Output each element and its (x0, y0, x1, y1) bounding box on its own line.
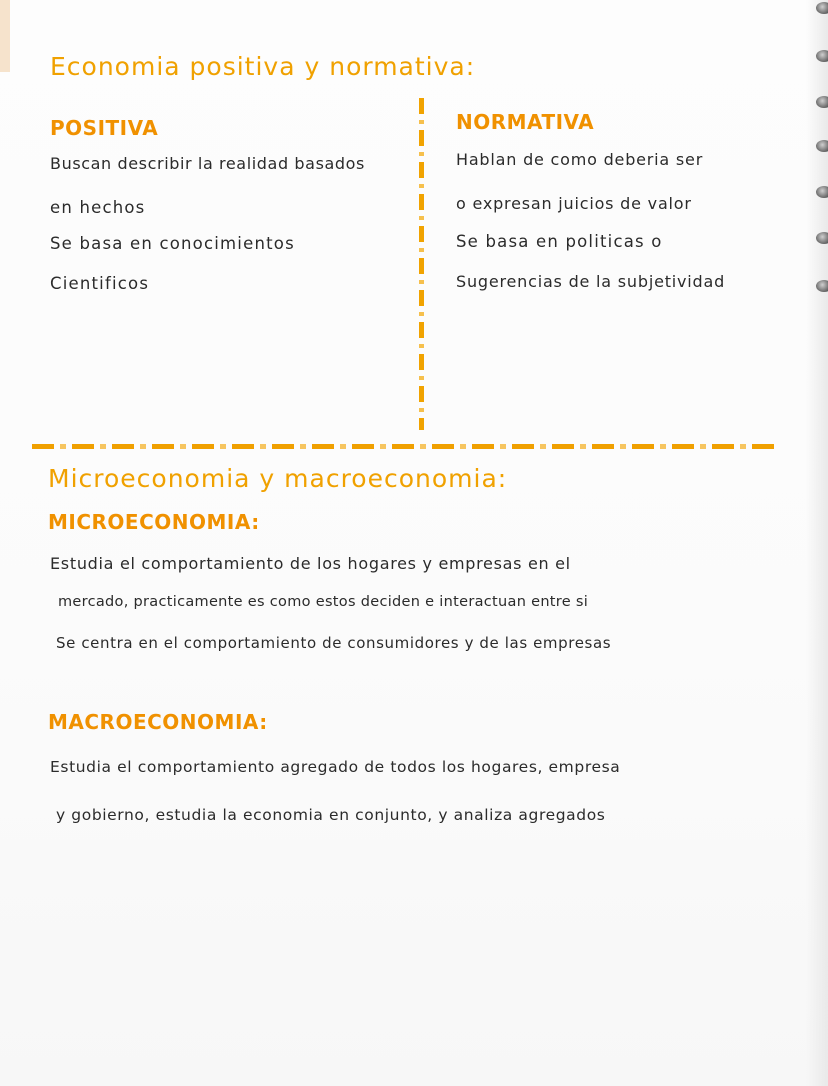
section2-title: Microeconomia y macroeconomia: (48, 464, 508, 493)
normativa-line: o expresan juicios de valor (456, 194, 692, 213)
positiva-line: en hechos (50, 198, 146, 217)
spiral-ring (816, 232, 828, 244)
micro-line: mercado, practicamente es como estos deciden e interactuan entre si (58, 594, 589, 610)
spiral-ring (816, 50, 828, 62)
positiva-line: Cientificos (50, 274, 150, 293)
vertical-divider (419, 98, 424, 430)
macro-heading: MACROECONOMIA: (48, 710, 268, 734)
micro-line: Estudia el comportamiento de los hogares y empresas en el (50, 554, 571, 573)
normativa-line: Se basa en politicas o (456, 232, 663, 251)
macro-line: y gobierno, estudia la economia en conjunto, y analiza agregados (56, 806, 606, 824)
spiral-ring (816, 96, 828, 108)
macro-line: Estudia el comportamiento agregado de todos los hogares, empresa (50, 758, 621, 776)
positiva-line: Buscan describir la realidad basados (50, 154, 365, 173)
horizontal-divider (32, 444, 774, 449)
spiral-binding (810, 0, 828, 320)
spiral-ring (816, 2, 828, 14)
normativa-line: Hablan de como deberia ser (456, 150, 704, 169)
spiral-ring (816, 280, 828, 292)
positiva-line: Se basa en conocimientos (50, 234, 295, 253)
section1-title: Economia positiva y normativa: (50, 52, 476, 81)
micro-heading: MICROECONOMIA: (48, 510, 260, 534)
spiral-ring (816, 186, 828, 198)
spiral-ring (816, 140, 828, 152)
normativa-line: Sugerencias de la subjetividad (456, 272, 726, 291)
page-edge-mark (0, 0, 10, 72)
micro-line: Se centra en el comportamiento de consumidores y de las empresas (56, 634, 612, 652)
normativa-heading: NORMATIVA (456, 110, 595, 134)
positiva-heading: POSITIVA (50, 116, 159, 140)
